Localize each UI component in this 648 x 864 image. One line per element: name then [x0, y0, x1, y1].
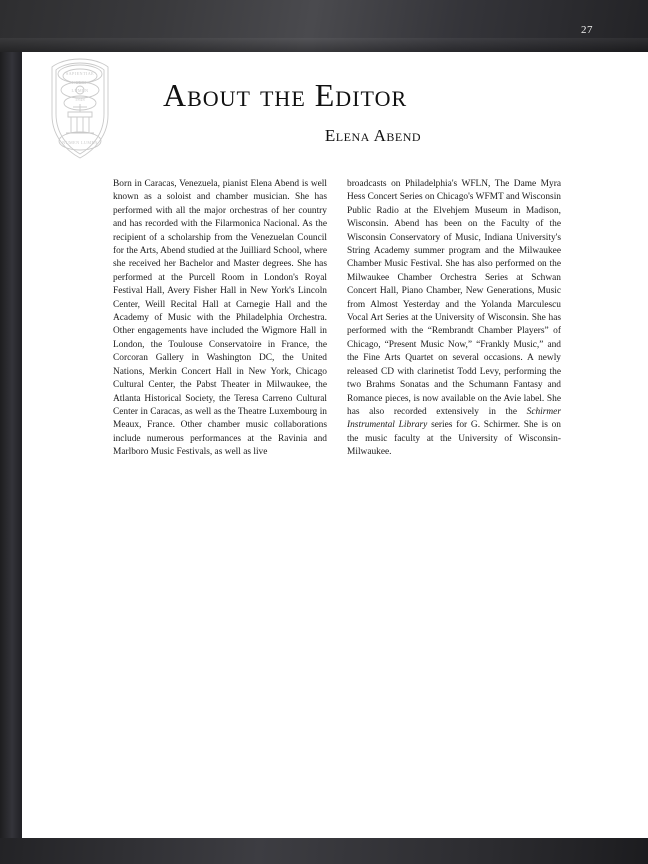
editor-name: Elena Abend — [324, 126, 422, 145]
svg-text:1848: 1848 — [75, 97, 85, 102]
header-band — [0, 0, 648, 52]
university-crest-icon — [47, 57, 113, 161]
page-title: About the Editor — [163, 77, 408, 113]
body-paragraph-right — [347, 178, 561, 460]
svg-text:DULCE: DULCE — [72, 80, 88, 85]
series-title-italic: Schirmer Instrumental Library — [347, 406, 561, 431]
footer-band — [0, 838, 648, 864]
svg-text:SAPIENTIAE: SAPIENTIAE — [65, 71, 95, 76]
svg-text:NUMEN LUMEN: NUMEN LUMEN — [62, 140, 98, 145]
body-paragraph-left: Born in Caracas, Venezuela, pianist Elena Abend is well known as a soloist and chamber musician. She has performed with all the major orchestras of her country and has recorded with the Filarmonica Nacional. As the recipient of a scholarship from the Venezuelan Council for the Arts, Abend studied at the Juilliard School, where she received her Bachelor and Master degrees. She has performed at the Purcell Room in London's Royal Festival Hall, Avery Fisher Hall in New York's Lincoln Center, Weill Recital Hall at Carnegie Hall and the Academy of Music with the Philadelphia Orchestra. Other engagements have included the Wigmore Hall in London, the Toulouse Conservatoire in France, the Corcoran Gallery in Washington DC, the United Nations, Merkin Concert Hall in New York, Chicago Cultural Center, the Pabst Theater in Milwaukee, the Atlanta Historical Society, the Teresa Carreno Cultural Center in Caracas, as well as the Theatre Luxembourg in Meaux, France. Other chamber music collaborations include numerous performances at the Ravinia and Marlboro Music Festivals, as well as live — [113, 179, 327, 458]
body-text-part1: broadcasts on Philadelphia's WFLN, The Dame Myra Hess Concert Series on Chicago's WFMT and Wisconsin Public Radio at the Elvehjem Museum in Madison, Wisconsin. Abend has been on the Faculty of the Wisconsin Conservatory of Music, Indiana University's String Academy summer program and the Milwaukee Chamber Music Festival. She has also performed on the Milwaukee Chamber Orchestra Series at Schwan Concert Hall, Piano Chamber, New Generations, Music from Almost Yesterday and the Yolanda Marculescu Vocal Art Series at the University of Wisconsin. She has performed with the “Rembrandt Chamber Players” of Chicago, “Present Music Now,” “Frankly Music,” and the Fine Arts Quartet on several occasions. A newly released CD with clarinetist Todd Levy, performing the two Brahms Sonatas and the Schumann Fantasy and Romance pieces, is now available on the Avie label. She has also recorded extensively in the — [347, 179, 561, 417]
body-column-right — [347, 178, 561, 460]
body-text-part2: series for G. Schirmer. She is on the music faculty at the University of Wisconsin-Milwaukee. — [347, 420, 561, 458]
article-body — [113, 178, 561, 460]
body-column-left — [113, 178, 327, 460]
svg-text:LUMEN: LUMEN — [71, 88, 89, 93]
page-number: 27 — [581, 24, 593, 36]
left-decorative-bar — [0, 0, 22, 864]
